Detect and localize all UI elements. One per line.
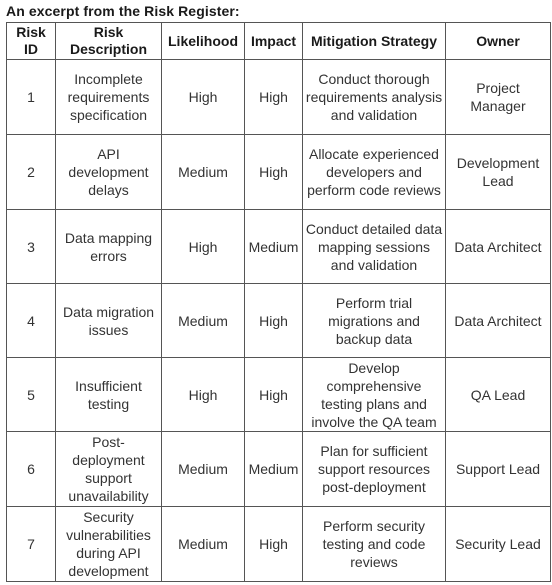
mitigation-cell: Perform trial migrations and backup data xyxy=(303,284,446,358)
risk-id-cell: 1 xyxy=(7,60,56,135)
impact-cell: High xyxy=(245,60,303,135)
risk-register-table xyxy=(6,22,551,582)
impact-cell: High xyxy=(245,284,303,358)
owner-cell: Security Lead xyxy=(446,507,551,582)
mitigation-cell: Perform security testing and code reviews xyxy=(303,507,446,582)
header-risk-id: Risk ID xyxy=(7,23,56,60)
owner-cell: QA Lead xyxy=(446,358,551,432)
risk-description-cell: Insufficient testing xyxy=(56,358,162,432)
risk-id-cell: 6 xyxy=(7,432,56,507)
table-row xyxy=(7,135,551,210)
header-mitigation-strategy: Mitigation Strategy xyxy=(303,23,446,60)
likelihood-cell: Medium xyxy=(162,284,245,358)
impact-cell: High xyxy=(245,358,303,432)
impact-cell: High xyxy=(245,507,303,582)
likelihood-cell: Medium xyxy=(162,432,245,507)
risk-description-cell: Data migration issues xyxy=(56,284,162,358)
owner-cell: Support Lead xyxy=(446,432,551,507)
likelihood-cell: Medium xyxy=(162,135,245,210)
risk-description-cell: Security vulnerabilities during API development xyxy=(56,507,162,582)
table-row xyxy=(7,358,551,432)
risk-id-cell: 3 xyxy=(7,210,56,284)
header-risk-description: Risk Description xyxy=(56,23,162,60)
risk-description-cell: Data mapping errors xyxy=(56,210,162,284)
mitigation-cell: Conduct thorough requirements analysis and validation xyxy=(303,60,446,135)
table-row xyxy=(7,432,551,507)
header-likelihood: Likelihood xyxy=(162,23,245,60)
impact-cell: Medium xyxy=(245,432,303,507)
header-owner: Owner xyxy=(446,23,551,60)
risk-description-cell: API development delays xyxy=(56,135,162,210)
header-row xyxy=(7,23,551,60)
owner-cell: Project Manager xyxy=(446,60,551,135)
likelihood-cell: High xyxy=(162,210,245,284)
risk-id-cell: 5 xyxy=(7,358,56,432)
mitigation-cell: Develop comprehensive testing plans and involve the QA team xyxy=(303,358,446,432)
likelihood-cell: High xyxy=(162,358,245,432)
risk-description-cell: Incomplete requirements specification xyxy=(56,60,162,135)
risk-id-cell: 4 xyxy=(7,284,56,358)
mitigation-cell: Plan for sufficient support resources post-deployment xyxy=(303,432,446,507)
risk-id-cell: 2 xyxy=(7,135,56,210)
likelihood-cell: Medium xyxy=(162,507,245,582)
impact-cell: Medium xyxy=(245,210,303,284)
risk-description-cell: Post-deployment support unavailability xyxy=(56,432,162,507)
table-row xyxy=(7,60,551,135)
impact-cell: High xyxy=(245,135,303,210)
table-row xyxy=(7,210,551,284)
table-row xyxy=(7,507,551,582)
owner-cell: Data Architect xyxy=(446,284,551,358)
mitigation-cell: Allocate experienced developers and perform code reviews xyxy=(303,135,446,210)
owner-cell: Data Architect xyxy=(446,210,551,284)
owner-cell: Development Lead xyxy=(446,135,551,210)
likelihood-cell: High xyxy=(162,60,245,135)
table-row xyxy=(7,284,551,358)
risk-id-cell: 7 xyxy=(7,507,56,582)
mitigation-cell: Conduct detailed data mapping sessions and validation xyxy=(303,210,446,284)
header-impact: Impact xyxy=(245,23,303,60)
register-caption: An excerpt from the Risk Register: xyxy=(6,3,240,19)
